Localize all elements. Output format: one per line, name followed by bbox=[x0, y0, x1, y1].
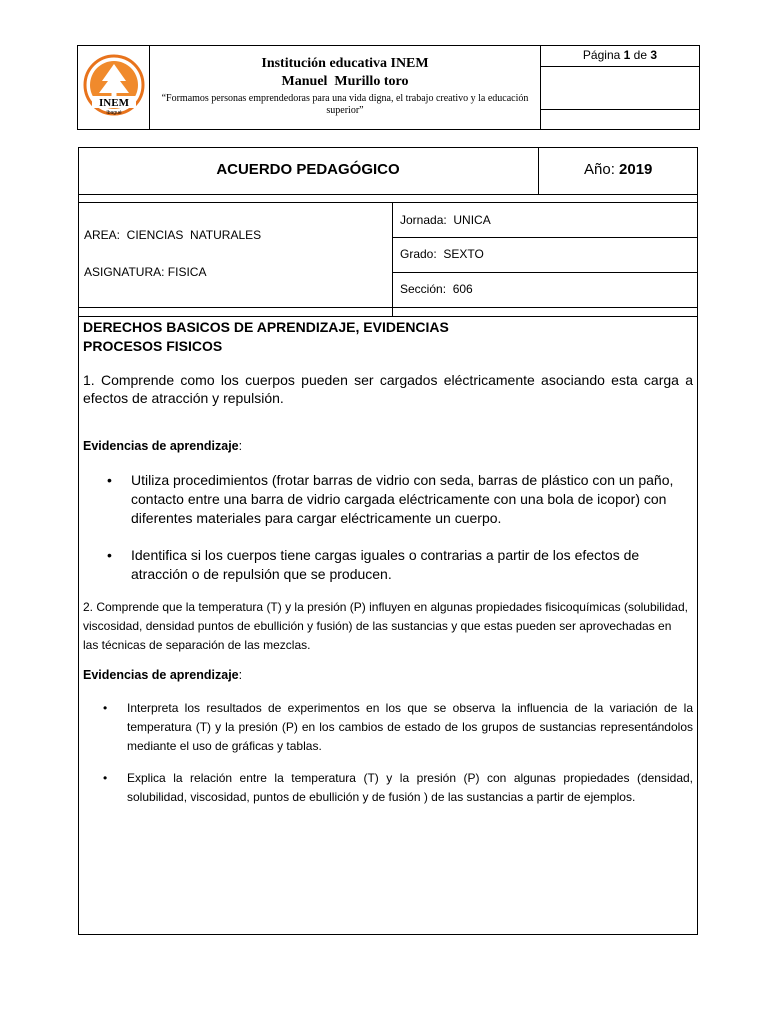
evidence-text: Identifica si los cuerpos tiene cargas iguales o contrarias a partir de los efectos de atracción o de repulsión que se producen. bbox=[131, 547, 640, 582]
logo-subtext: Ibagué bbox=[106, 110, 122, 116]
bullet-icon: • bbox=[107, 547, 112, 563]
list-item bbox=[107, 546, 679, 584]
page-of: de bbox=[633, 48, 648, 62]
dba-1: 1. Comprende como los cuerpos pueden ser cargados eléctricamente asociando esta carga a efectos de atracción y repulsión. bbox=[83, 372, 693, 406]
page-label: Página bbox=[582, 48, 621, 62]
evidence-text: Interpreta los resultados de experimentos en los que se observa la influencia de la variación de la temperatura (T) y la presión (P) en los cambios de estado de los grupos de sustancias representándolos mediante el uso de gráficas y tablas. bbox=[127, 701, 693, 753]
area-label: AREA: CIENCIAS NATURALES bbox=[84, 228, 262, 242]
header-table bbox=[77, 45, 700, 130]
seccion-label: Sección: 606 bbox=[400, 282, 473, 296]
header-blank-cell-1 bbox=[540, 66, 700, 110]
content-heading bbox=[83, 318, 683, 356]
bullet-icon: • bbox=[103, 701, 108, 715]
evidencias-label-1: Evidencias de aprendizaje bbox=[83, 439, 239, 453]
title-divider bbox=[538, 147, 539, 195]
evidencias-colon-2: : bbox=[238, 668, 243, 682]
logo-text: INEM bbox=[99, 97, 129, 109]
grado-label: Grado: SEXTO bbox=[400, 247, 484, 261]
info-table bbox=[78, 194, 698, 317]
year-value: 2019 bbox=[619, 161, 653, 178]
dba-2: 2. Comprende que la temperatura (T) y la presión (P) influyen en algunas propiedades fisicoquímicas (solubilidad, viscosidad, densidad puntos de ebullición y fusión) de las sustancias y que estas pueden ser aprovechadas en las técnicas de separación de las mezclas. bbox=[83, 600, 688, 652]
list-item bbox=[103, 699, 693, 756]
page-current: 1 bbox=[623, 48, 631, 62]
year-field bbox=[584, 161, 652, 178]
evidencias-heading-2 bbox=[83, 668, 242, 682]
evidence-text: Explica la relación entre la temperatura (T) y la presión (P) con algunas propiedades (densidad, solubilidad, viscosidad, puntos de ebullición y de fusión ) de las sustancias a partir de ejemplos. bbox=[127, 771, 693, 804]
bullet-icon: • bbox=[103, 771, 108, 785]
evidencias-label-2: Evidencias de aprendizaje bbox=[83, 668, 239, 682]
asignatura-label: ASIGNATURA: FISICA bbox=[84, 265, 207, 279]
dba-1-evidences bbox=[107, 471, 679, 584]
jornada-label: Jornada: UNICA bbox=[400, 213, 491, 227]
list-item bbox=[107, 471, 679, 528]
institution-subname: Manuel Murillo toro bbox=[281, 74, 409, 89]
heading-line-2: PROCESOS FISICOS bbox=[83, 338, 223, 354]
year-label: Año: bbox=[584, 161, 615, 178]
dba-2-evidences bbox=[103, 699, 693, 807]
info-left-cell bbox=[78, 202, 393, 317]
document-title: ACUERDO PEDAGÓGICO bbox=[216, 161, 400, 178]
heading-line-1: DERECHOS BASICOS DE APRENDIZAJE, EVIDENCIAS bbox=[83, 319, 449, 335]
evidencias-heading-1 bbox=[83, 439, 242, 453]
header-blank-cell-2 bbox=[540, 109, 700, 130]
evidencias-colon-1: : bbox=[238, 439, 243, 453]
bullet-icon: • bbox=[107, 472, 112, 488]
institution-motto: “Formamos personas emprendedoras para una vida digna, el trabajo creativo y la educación superior” bbox=[161, 93, 529, 116]
institution-name: Institución educativa INEM bbox=[261, 56, 429, 71]
page-number bbox=[540, 48, 700, 62]
inem-logo bbox=[83, 49, 145, 125]
evidence-text: Utiliza procedimientos (frotar barras de vidrio con seda, barras de plástico con un paño, contacto entre una barra de vidrio cargada eléctricamente con una bola de icopor) con diferentes materiales para cargar eléctricamente un cuerpo. bbox=[131, 472, 674, 526]
page-total: 3 bbox=[650, 48, 658, 62]
list-item bbox=[103, 769, 693, 807]
